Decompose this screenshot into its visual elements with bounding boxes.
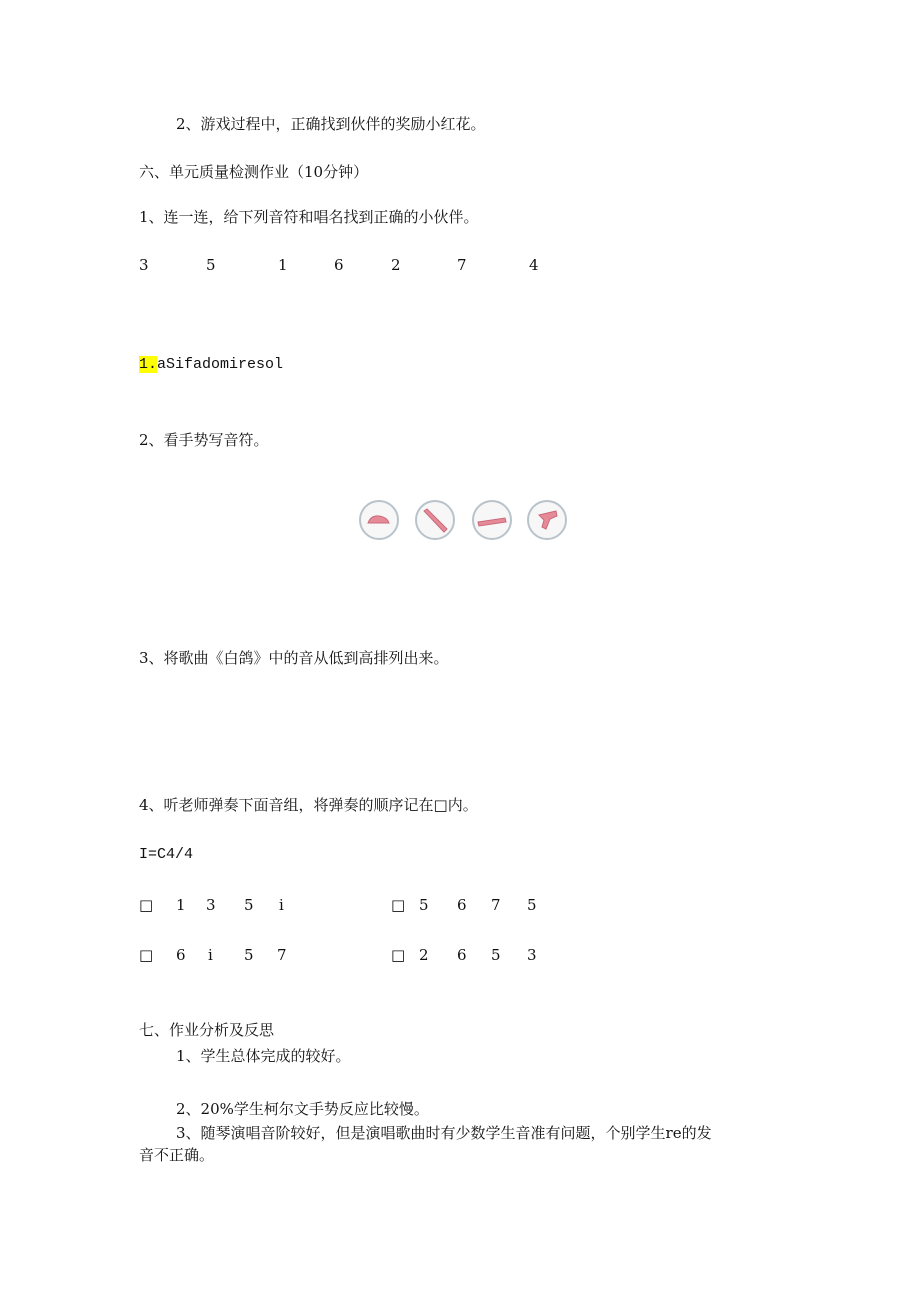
reflection-3-continued: 音不正确。: [139, 1146, 215, 1164]
hand-sign-icon-3: [471, 499, 513, 541]
note-item: 5: [527, 896, 537, 914]
note-group-row-2: [139, 946, 659, 966]
section-six-heading: 六、单元质量检测作业（10分钟）: [139, 163, 369, 181]
hand-sign-icon-2: [414, 499, 456, 541]
reward-note-line: 2、游戏过程中，正确找到伙伴的奖励小红花。: [176, 115, 486, 133]
highlighted-number: 1.: [139, 356, 158, 373]
digit-item: 5: [206, 256, 216, 274]
note-item: 6: [457, 946, 467, 964]
note-item: 3: [527, 946, 537, 964]
hand-sign-icon-4: [526, 499, 568, 541]
note-item: 2: [419, 946, 429, 964]
key-signature: I=C4/4: [139, 846, 194, 863]
digit-item: 2: [391, 256, 401, 274]
question-2-prompt: 2、看手势写音符。: [139, 431, 269, 449]
note-item: 5: [244, 896, 254, 914]
note-item: i: [208, 946, 213, 964]
reflection-3: 3、随琴演唱音阶较好，但是演唱歌曲时有少数学生音准有问题，个别学生re的发: [176, 1124, 712, 1142]
digit-item: 7: [457, 256, 467, 274]
digit-item: 1: [278, 256, 288, 274]
checkbox-square[interactable]: □: [139, 896, 154, 914]
hand-signs-image: [354, 495, 570, 547]
note-item: i: [279, 896, 284, 914]
section-seven-heading: 七、作业分析及反思: [139, 1021, 275, 1039]
note-item: 3: [206, 896, 216, 914]
note-item: 5: [244, 946, 254, 964]
digit-item: 6: [334, 256, 344, 274]
question-1-prompt: 1、连一连，给下列音符和唱名找到正确的小伙伴。: [139, 208, 479, 226]
note-item: 5: [491, 946, 501, 964]
checkbox-square[interactable]: □: [139, 946, 154, 964]
checkbox-square[interactable]: □: [391, 896, 406, 914]
note-item: 5: [419, 896, 429, 914]
note-item: 7: [277, 946, 287, 964]
solfege-text: aSifadomiresol: [157, 356, 284, 373]
reflection-2: 2、20%学生柯尔文手势反应比较慢。: [176, 1100, 429, 1118]
digit-row: [139, 256, 659, 276]
digit-item: 3: [139, 256, 149, 274]
note-group-row-1: [139, 896, 659, 916]
checkbox-square[interactable]: □: [391, 946, 406, 964]
digit-item: 4: [529, 256, 539, 274]
note-item: 1: [176, 896, 186, 914]
reflection-1: 1、学生总体完成的较好。: [176, 1047, 351, 1065]
question-4-prompt: 4、听老师弹奏下面音组，将弹奏的顺序记在□内。: [139, 796, 478, 814]
note-item: 7: [491, 896, 501, 914]
hand-sign-icon-1: [358, 499, 400, 541]
solfege-line: [139, 355, 283, 375]
note-item: 6: [457, 896, 467, 914]
note-item: 6: [176, 946, 186, 964]
question-3-prompt: 3、将歌曲《白鸽》中的音从低到高排列出来。: [139, 649, 449, 667]
